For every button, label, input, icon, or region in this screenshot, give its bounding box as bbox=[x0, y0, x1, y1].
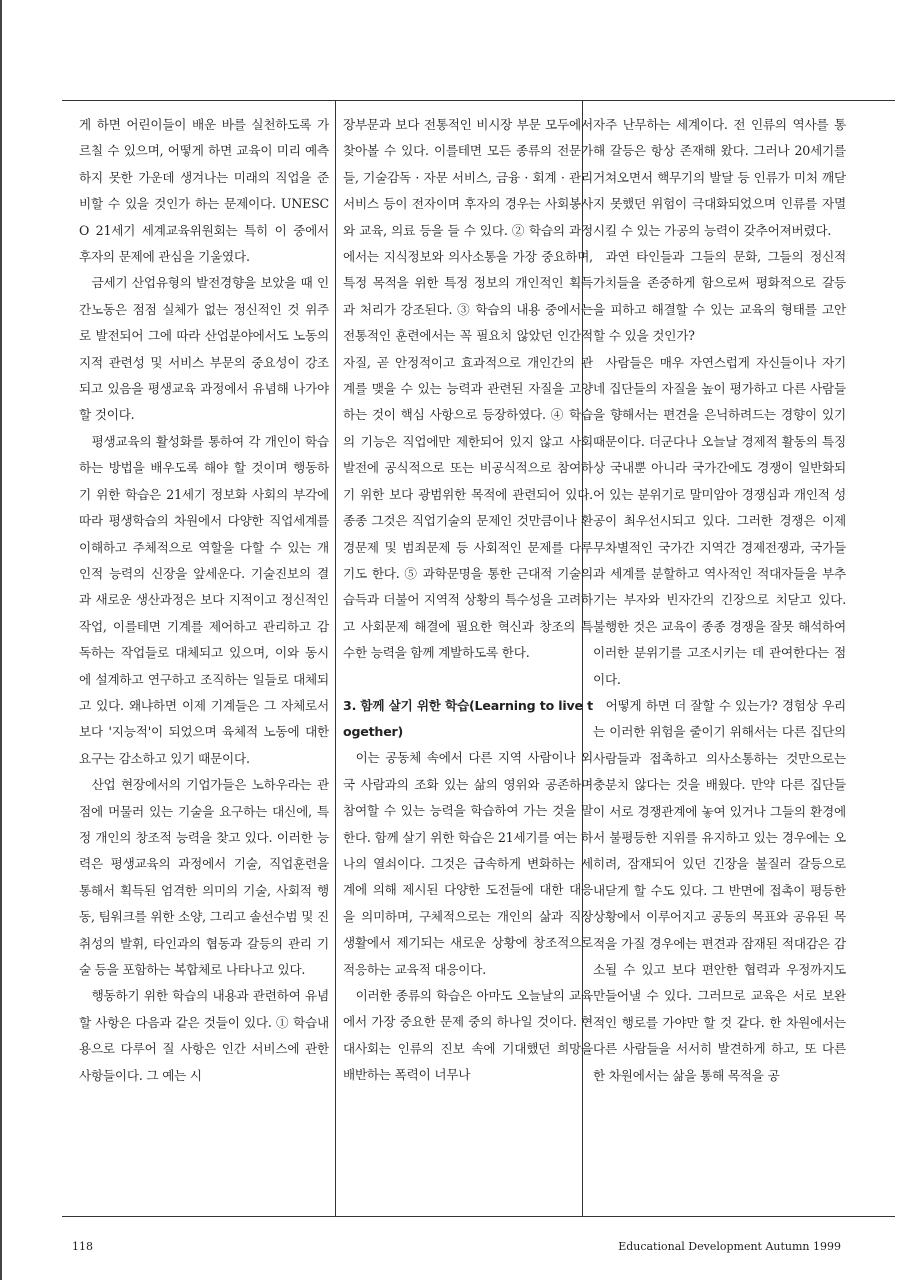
page-number: 118 bbox=[72, 1240, 93, 1253]
paragraph: 행동하기 위한 학습의 내용과 관련하여 유념할 사항은 다음과 같은 것들이 있다. ① 학습내용으로 다루어 질 사항은 인간 서비스에 관한 사항들이다. 그 예는 시 bbox=[79, 988, 329, 1083]
paragraph: 자주 난무하는 세계이다. 전 인류의 역사를 통해 갈등은 항상 존재해 왔다. 그러나 20세기를 거쳐오면서 핵무기의 발달 등 인류가 미처 깨닫지 못했던 위험이 극대화되었으며 인류를 자멸시킬 수 있는 가공의 능력이 갖추어져버렸다. bbox=[593, 117, 846, 238]
publication-footer: Educational Development Autumn 1999 bbox=[618, 1240, 841, 1253]
text-column-3 bbox=[593, 112, 846, 1212]
page-left-edge bbox=[0, 0, 2, 1280]
section-heading: 3. 함께 살기 위한 학습(Learning to live together) bbox=[343, 697, 593, 739]
column-divider-1 bbox=[335, 100, 336, 1216]
text-column-1 bbox=[79, 112, 329, 1212]
text-column-2 bbox=[343, 112, 593, 1212]
paragraph: 사람들은 매우 자연스럽게 자신들이나 자기네 집단들의 자질을 높이 평가하고 다른 사람들을 향해서는 편견을 은닉하려드는 경향이 있기 때문이다. 더군다나 오늘날 경제적 활동의 특징상 국내뿐 아니라 국가간에도 경쟁이 일반화되어 있는 분위기로 말미암아 경쟁심과 개인적 성공이 최우선시되고 있다. 그러한 경쟁은 이제 무차별적인 국가간 지역간 경제전쟁과, 국가들과 세계를 분할하고 역사적인 적대자들을 부추기는 부자와 빈자간의 긴장으로 치닫고 있다. 불행한 것은 교육이 종종 경쟁을 잘못 해석하여 이러한 분위기를 고조시키는 데 관여한다는 점이다. bbox=[593, 354, 846, 687]
paragraph: 장부문과 보다 전통적인 비시장 부문 모두에서 찾아볼 수 있다. 이를테면 모든 종류의 전문가들, 기술감독 · 자문 서비스, 금융 · 회계 · 관리 서비스 등이 전자이며 후자의 경우는 사회봉사와 교육, 의료 등을 들 수 있다. ② 학습의 과정에서는 지식정보와 의사소통을 가장 중요하며, 특정 목적을 위한 특정 정보의 개인적인 획득과 처리가 강조된다. ③ 학습의 내용 중에서는 전통적인 훈련에서는 꼭 필요치 않았던 인간적 자질, 곧 안정적이고 효과적으로 개인간의 관계를 맺을 수 있는 능력과 관련된 자질을 고양하는 것이 핵심 사항으로 등장하였다. ④ 학습의 기능은 직업에만 제한되어 있지 않고 사회 발전에 공식적으로 또는 비공식적으로 참여하기 위한 보다 광범위한 목적에 관련되어 있다. 종종 그것은 직업기술의 문제인 것만큼이나 환경문제 및 범죄문제 등 사회적인 문제를 다루기도 한다. ⑤ 과학문명을 통한 근대적 기술의 습득과 더불어 지역적 상황의 특수성을 고려하고 사회문제 해결에 필요한 혁신과 창조의 특수한 능력을 함께 계발하도록 한다. bbox=[343, 117, 593, 661]
bottom-rule bbox=[62, 1216, 895, 1217]
paragraph: 산업 현장에서의 기업가들은 노하우라는 관점에 머물러 있는 기술을 요구하는 대신에, 특정 개인의 창조적 능력을 찾고 있다. 이러한 능력은 평생교육의 과정에서 기술, 직업훈련을 통해서 획득된 엄격한 의미의 기술, 사회적 행동, 팀워크를 위한 소양, 그리고 솔선수범 및 진취성의 발휘, 타인과의 협동과 갈등의 관리 기술 등을 포함하는 복합체로 나타나고 있다. bbox=[79, 777, 329, 977]
top-rule bbox=[62, 100, 895, 101]
paragraph: 게 하면 어린이들이 배운 바를 실천하도록 가르칠 수 있으며, 어떻게 하면 교육이 미리 예측하지 못한 가운데 생겨나는 미래의 직업을 준비할 수 있을 것인가 하는 문제이다. UNESCO 21세기 세계교육위원회는 특히 이 중에서 후자의 문제에 관심을 기울였다. bbox=[79, 117, 329, 265]
paragraph: 이는 공동체 속에서 다른 지역 사람이나 외국 사람과의 조화 있는 삶의 영위와 공존하며 참여할 수 있는 능력을 학습하여 가는 것을 말한다. 함께 살기 위한 학습은 21세기를 여는 하나의 열쇠이다. 그것은 급속하게 변화하는 세계에 의해 제시된 다양한 도전들에 대한 대응을 의미하며, 구체적으로는 개인의 삶과 직장생활에서 제기되는 새로운 상황에 창조적으로 적응하는 교육적 대응이다. bbox=[343, 750, 593, 977]
paragraph: 과연 타인들과 그들의 문화, 그들의 정신적 가치들을 존중하게 함으로써 평화적으로 갈등을 피하고 해결할 수 있는 교육의 형태를 고안할 수 있을 것인가? bbox=[593, 249, 846, 344]
paragraph: 어떻게 하면 더 잘할 수 있는가? 경험상 우리는 이러한 위험을 줄이기 위해서는 다른 집단의 사람들과 접촉하고 의사소통하는 것만으로는 충분치 않다는 것을 배웠다. 만약 다른 집단들이 서로 경쟁관계에 놓여 있거나 그들의 환경에서 불평등한 지위를 유지하고 있는 경우에는 오히려, 잠재되어 있던 긴장을 불질러 갈등으로 내닫게 할 수도 있다. 그 반면에 접촉이 평등한 상황에서 이루어지고 공동의 목표와 공유된 목적을 가질 경우에는 편견과 잠재된 적대감은 감소될 수 있고 보다 편안한 협력과 우정까지도 만들어낼 수 있다. 그러므로 교육은 서로 보완적인 행로를 가야만 할 것 같다. 한 차원에서는 다른 사람들을 서서히 발견하게 하고, 또 다른 한 차원에서는 삶을 통해 목적을 공 bbox=[593, 697, 846, 1083]
paragraph: 금세기 산업유형의 발전경향을 보았을 때 인간노동은 점점 실체가 없는 정신적인 것 위주로 발전되어 그에 따라 산업분야에서도 노동의 지적 관련성 및 서비스 부문의 중요성이 강조되고 있음을 평생교육 과정에서 유념해 나가야 할 것이다. bbox=[79, 275, 329, 423]
paragraph: 평생교육의 활성화를 통하여 각 개인이 학습하는 방법을 배우도록 해야 할 것이며 행동하기 위한 학습은 21세기 정보화 사회의 부각에 따라 평생학습의 차원에서 다양한 직업세계를 이해하고 주체적으로 역할을 다할 수 있는 개인적 능력의 신장을 앞세운다. 기술진보의 결과 새로운 생산과정은 보다 지적이고 정신적인 작업, 이를테면 기계를 제어하고 관리하고 감독하는 작업들로 대체되고 있으며, 이와 동시에 설계하고 연구하고 조직하는 일들로 대체되고 있다. 왜냐하면 이제 기계들은 그 자체로서 보다 '지능적'이 되었으며 육체적 노동에 대한 요구는 감소하고 있기 때문이다. bbox=[79, 433, 329, 766]
paragraph: 이러한 종류의 학습은 아마도 오늘날의 교육에서 가장 중요한 문제 중의 하나일 것이다. 현대사회는 인류의 진보 속에 기대했던 희망을 배반하는 폭력이 너무나 bbox=[343, 988, 593, 1083]
